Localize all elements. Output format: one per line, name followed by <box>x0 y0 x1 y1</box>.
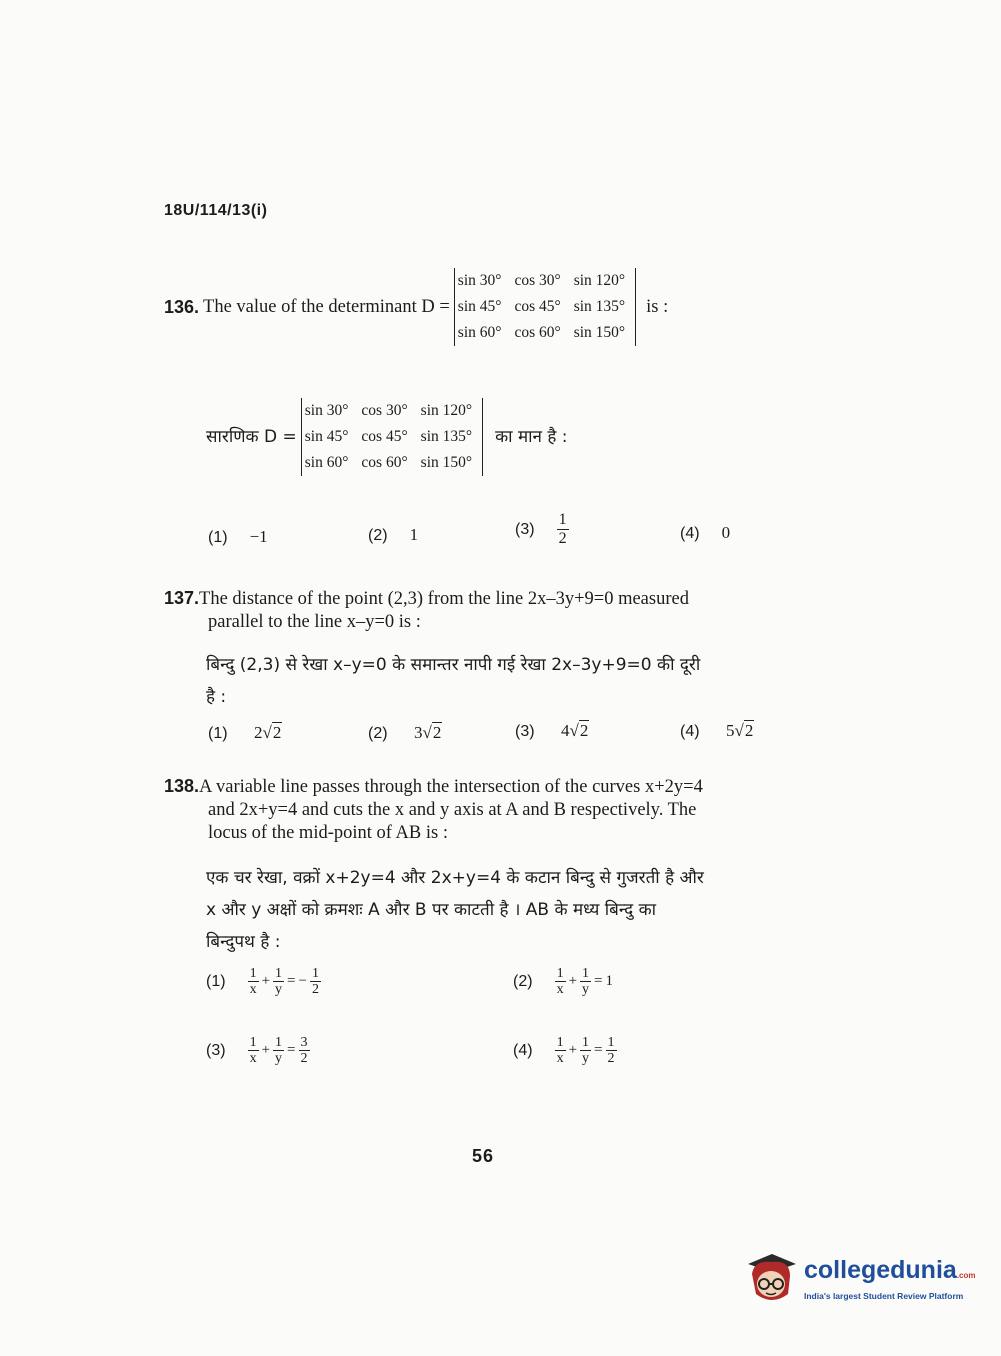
question-138-hindi: एक चर रेखा, वक्रों x+2y=4 और 2x+y=4 के कटान बिन्दु से गुजरती है और x और y अक्षों को क्रमशः A और B पर काटती है । AB के मध्य बिन्दु का बिन्दुपथ है : <box>206 868 704 952</box>
determinant-matrix-hindi: sin 30° cos 30° sin 120° sin 45° cos 45° sin 135° sin 60° cos 60° sin 150° <box>301 398 483 476</box>
option-2: (2) 3√2 <box>368 723 442 742</box>
page-number: 56 <box>472 1146 495 1166</box>
option-4: (4) $\frac{1}{x}$ + $\frac{1}{y}$ = $\frac{1}{2}$ <box>513 1035 615 1066</box>
collegedunia-logo <box>742 1250 975 1308</box>
determinant-matrix: sin 30° cos 30° sin 120° sin 45° cos 45° sin 135° sin 60° cos 60° sin 150° <box>454 268 636 346</box>
question-137-hindi: बिन्दु (2,3) से रेखा x–y=0 के समान्तर नापी गई रेखा 2x–3y+9=0 की दूरी है : <box>206 655 701 707</box>
brand-name: collegedunia <box>804 1256 957 1284</box>
brand-tagline: India's largest Student Review Platform <box>804 1291 964 1301</box>
option-3: (3) $\frac{1}{2}$ <box>515 511 567 547</box>
paper-code: 18U/114/13(i) <box>164 202 268 219</box>
option-1: (1) $\frac{1}{x}$ + $\frac{1}{y}$ = − $\frac{1}{2}$ <box>206 966 319 997</box>
question-138-english: 138.A variable line passes through the intersection of the curves x+2y=4 and 2x+y=4 and cuts the x and y axis at A and B respectively. The locus of the mid-point of AB is : <box>164 776 703 843</box>
option-3: (3) 4√2 <box>515 721 589 740</box>
question-137-english: 137.The distance of the point (2,3) from the line 2x–3y+9=0 measured parallel to the line x–y=0 is : <box>164 588 689 632</box>
brand-suffix: .com <box>956 1271 976 1280</box>
option-3: (3) $\frac{1}{x}$ + $\frac{1}{y}$ = $\frac{3}{2}$ <box>206 1035 308 1066</box>
question-number: 136. <box>164 296 200 317</box>
option-2: (2) $\frac{1}{x}$ + $\frac{1}{y}$ = 1 <box>513 966 613 997</box>
option-4: (4) 5√2 <box>680 721 754 740</box>
option-4: (4) 0 <box>680 523 731 542</box>
hindi-text: सारणिक D = <box>206 427 297 447</box>
mascot-icon <box>742 1250 800 1308</box>
question-136-english <box>164 268 668 346</box>
option-1: (1) 2√2 <box>208 723 282 742</box>
question-136-hindi <box>206 398 568 476</box>
hindi-text-suffix: का मान है : <box>495 427 568 447</box>
question-text-suffix: is : <box>646 296 669 317</box>
question-text: The value of the determinant D = <box>203 296 450 317</box>
option-2: (2) 1 <box>368 525 419 544</box>
option-1: (1) −1 <box>208 527 268 546</box>
